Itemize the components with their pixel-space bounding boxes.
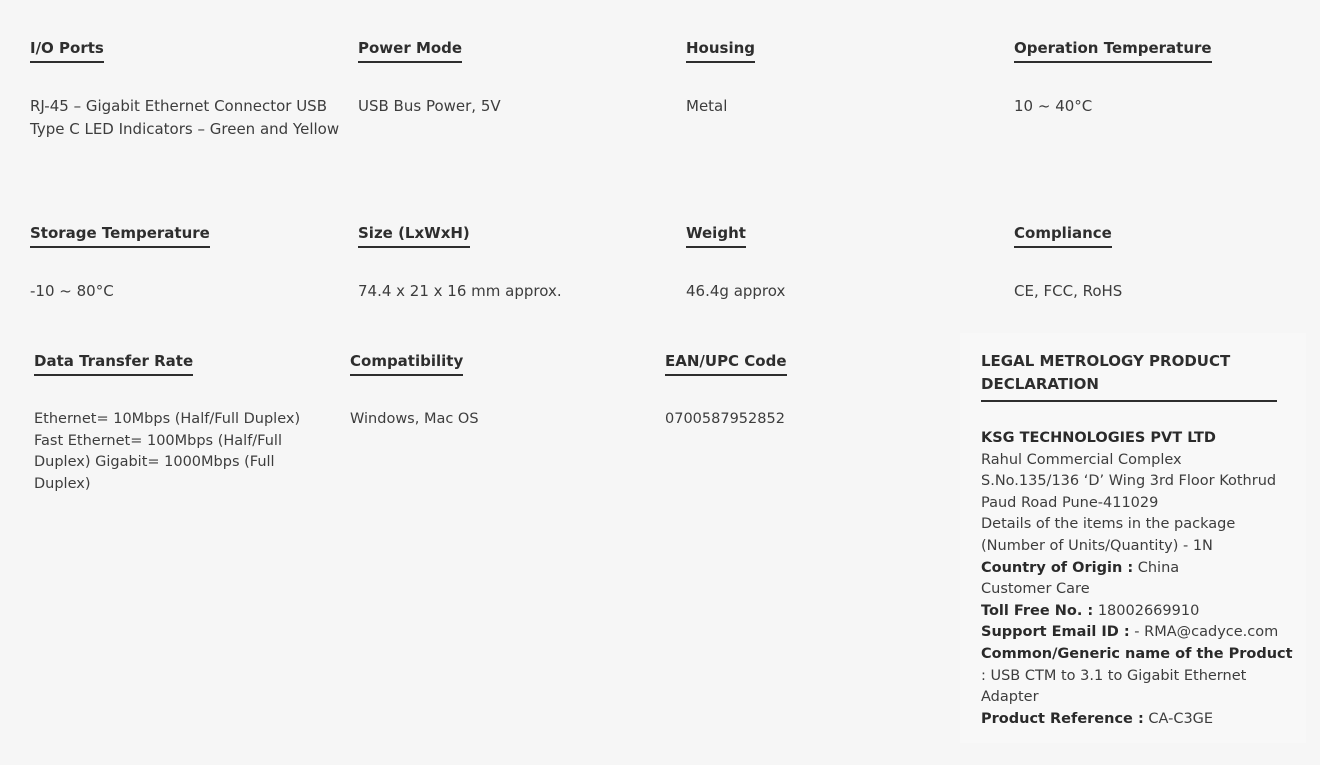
spec-storage-temperature xyxy=(30,224,340,303)
address-line: Rahul Commercial Complex xyxy=(981,451,1182,468)
spec-weight xyxy=(686,224,986,303)
spec-title: Size (LxWxH) xyxy=(358,224,470,248)
customer-care: Customer Care xyxy=(981,581,1090,598)
spec-title: Compatibility xyxy=(350,352,463,376)
spec-data-transfer-rate xyxy=(34,352,324,496)
product-reference: Product Reference : CA-C3GE xyxy=(981,710,1214,727)
spec-value: USB Bus Power, 5V xyxy=(358,97,501,115)
spec-value: 10 ~ 40°C xyxy=(1014,97,1093,115)
spec-value: RJ-45 – Gigabit Ethernet Connector USB Type C LED Indicators – Green and Yellow xyxy=(30,97,340,138)
spec-value: -10 ~ 80°C xyxy=(30,282,114,300)
spec-housing xyxy=(686,39,986,118)
spec-title: Weight xyxy=(686,224,746,248)
spec-value: Windows, Mac OS xyxy=(350,411,479,427)
legal-title: LEGAL METROLOGY PRODUCT DECLARATION xyxy=(981,350,1277,402)
spec-ean-upc-code xyxy=(665,352,955,431)
spec-title: Storage Temperature xyxy=(30,224,210,248)
spec-io-ports xyxy=(30,39,340,140)
generic-name-value: : USB CTM to 3.1 to Gigabit Ethernet Adapter xyxy=(981,667,1247,706)
spec-value: Metal xyxy=(686,97,728,115)
spec-value: 74.4 x 21 x 16 mm approx. xyxy=(358,282,562,300)
spec-size xyxy=(358,224,658,303)
address-line: Paud Road Pune-411029 xyxy=(981,494,1159,511)
spec-power-mode xyxy=(358,39,658,118)
package-details: Details of the items in the package xyxy=(981,516,1236,533)
spec-title: Power Mode xyxy=(358,39,462,63)
legal-body xyxy=(981,428,1291,730)
toll-free-number: Toll Free No. : 18002669910 xyxy=(981,602,1200,619)
legal-metrology-panel xyxy=(960,333,1306,743)
spec-title: Housing xyxy=(686,39,755,63)
support-email: Support Email ID : - RMA@cadyce.com xyxy=(981,624,1279,641)
company-name: KSG TECHNOLOGIES PVT LTD xyxy=(981,430,1216,446)
package-quantity: (Number of Units/Quantity) - 1N xyxy=(981,537,1213,554)
spec-value: CE, FCC, RoHS xyxy=(1014,282,1123,300)
spec-title: I/O Ports xyxy=(30,39,104,63)
spec-value: 0700587952852 xyxy=(665,411,785,427)
spec-value: 46.4g approx xyxy=(686,282,786,300)
spec-title: Data Transfer Rate xyxy=(34,352,193,376)
spec-compatibility xyxy=(350,352,640,431)
address-line: S.No.135/136 ‘D’ Wing 3rd Floor Kothrud xyxy=(981,473,1277,490)
spec-title: Compliance xyxy=(1014,224,1112,248)
spec-compliance xyxy=(1014,224,1304,303)
spec-operation-temperature xyxy=(1014,39,1304,118)
spec-title: EAN/UPC Code xyxy=(665,352,787,376)
generic-name-label: Common/Generic name of the Product xyxy=(981,645,1293,662)
spec-value: Ethernet= 10Mbps (Half/Full Duplex) Fast Ethernet= 100Mbps (Half/Full Duplex) Gigabit= 1000Mbps (Full Duplex) xyxy=(34,411,301,493)
country-of-origin: Country of Origin : China xyxy=(981,559,1180,576)
spec-title: Operation Temperature xyxy=(1014,39,1212,63)
